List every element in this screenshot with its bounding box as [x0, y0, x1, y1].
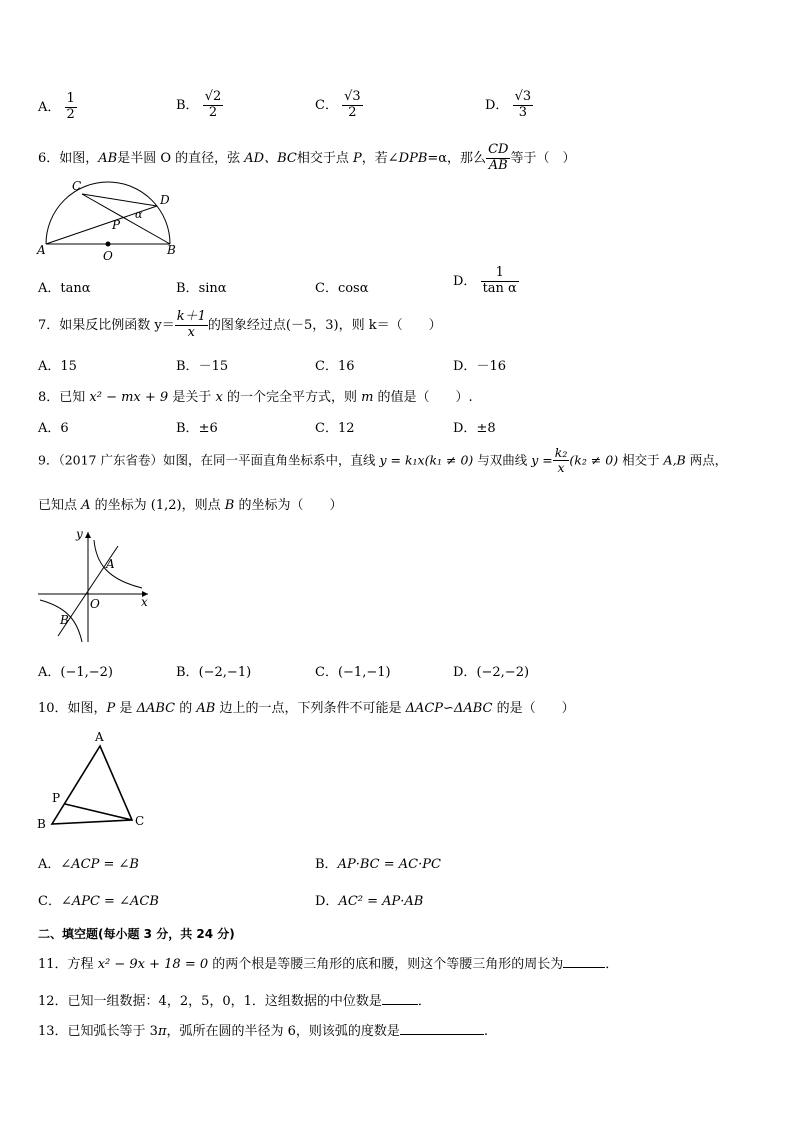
q13-stem: 13．已知弧长等于 3π，弧所在圆的半径为 6，则该弧的度数是 . [38, 1024, 489, 1039]
label-d: D [160, 193, 170, 207]
label-p: P [52, 791, 61, 805]
q6-semicircle-figure [36, 176, 186, 264]
label-x: x [141, 595, 148, 609]
q7-stem: 7．如果反比例函数 y＝ $\frac{k+1}{x}$ 的图象经过点(－5，3)，则 k＝（ ） [38, 309, 442, 340]
fraction: $\frac{k+1}{x}$ [176, 309, 206, 340]
q8-option-b: B．±6 [176, 421, 218, 436]
label-alpha: α [135, 208, 143, 221]
q9-option-a: A．(−1,−2) [38, 665, 113, 680]
segment-pc [65, 804, 132, 820]
q5-option-a: A． $\frac{1}{2}$ [38, 91, 75, 122]
q6-stem: 6．如图，AB是半圆 O 的直径，弦 AD、BC相交于点 P，若∠DPB=α，那么 $\frac{CD}{AB}$ 等于（ ） [38, 142, 576, 173]
q7-option-c: C．16 [315, 359, 355, 374]
semicircle-arc [46, 182, 170, 244]
fraction: $\frac{√2}{2}$ [204, 89, 222, 120]
q9-stem-line2: 已知点 A 的坐标为 (1,2)，则点 B 的坐标为（ ） [38, 498, 343, 513]
q5-option-c: C． $\frac{√3}{2}$ [315, 89, 361, 120]
q5-option-b: B． $\frac{√2}{2}$ [176, 89, 222, 120]
q8-option-d: D．±8 [453, 421, 496, 436]
q9-option-b: B．(−2,−1) [176, 665, 252, 680]
q6-option-b: B．sinα [176, 281, 227, 296]
answer-blank[interactable] [563, 955, 605, 968]
q8-stem: 8．已知 x² − mx + 9 是关于 x 的一个完全平方式，则 m 的值是（ ）. [38, 390, 473, 405]
hyperbola-branch-1 [94, 540, 142, 588]
q9-stem-line1: 9．（2017 广东省卷）如图，在同一平面直角坐标系中，直线 y = k₁x(k₁ ≠ 0) 与双曲线 y = $\frac{\text{k₂}}{x}$ (k₂ ≠ 0) 相交于 A,B 两点， [38, 445, 728, 476]
q9-coordinate-figure [36, 524, 156, 644]
answer-blank[interactable] [382, 992, 418, 1005]
label-c: C [72, 179, 82, 193]
section-heading-fill-in-blank: 二、填空题(每小题 3 分，共 24 分) [38, 927, 235, 941]
q10-triangle-figure [34, 728, 154, 838]
q7-option-d: D．－16 [453, 359, 506, 374]
y-axis-arrow [85, 532, 91, 538]
q12-stem: 12．已知一组数据：4，2，5，0，1．这组数据的中位数是 ． [38, 994, 431, 1009]
label-a: A [37, 243, 46, 257]
q7-option-b: B．－15 [176, 359, 229, 374]
label-b: B [37, 817, 46, 831]
fraction: $\frac{\text{k₂}}{x}$ [554, 445, 568, 476]
fraction: $\frac{√3}{3}$ [514, 89, 532, 120]
q8-option-a: A．6 [38, 421, 69, 436]
q6-option-d: D． $\frac{1}{\text{tan α}}$ [453, 265, 517, 296]
fraction: $\frac{1}{2}$ [66, 91, 75, 122]
q10-option-a: A．∠ACP = ∠B [38, 857, 139, 872]
q6-option-a: A．tanα [38, 281, 91, 296]
q9-option-c: C．(−1,−1) [315, 665, 391, 680]
q10-stem: 10．如图，P 是 ΔABC 的 AB 边上的一点，下列条件不可能是 ΔACP∽ΔABC 的是（ ） [38, 701, 575, 716]
label-o: O [90, 597, 100, 611]
label-b: B [60, 613, 69, 627]
q10-option-d: D．AC² = AP·AB [315, 894, 424, 909]
fraction: $\frac{CD}{AB}$ [488, 142, 509, 173]
q11-stem: 11．方程 x² − 9x + 18 = 0 的两个根是等腰三角形的底和腰，则这个等腰三角形的周长为 ． [38, 957, 619, 972]
label-y: y [76, 527, 83, 541]
q7-option-a: A．15 [38, 359, 77, 374]
q10-option-b: B．AP·BC = AC·PC [315, 857, 441, 872]
q6-option-c: C．cosα [315, 281, 369, 296]
q10-option-c: C．∠APC = ∠ACB [38, 894, 159, 909]
q9-option-d: D．(−2,−2) [453, 665, 530, 680]
label-a: A [95, 730, 104, 744]
label-p: P [112, 218, 121, 232]
q5-option-d: D． $\frac{√3}{3}$ [485, 89, 532, 120]
fraction: $\frac{1}{\text{tan α}}$ [482, 265, 517, 296]
label-b: B [167, 243, 176, 257]
center-point-o [106, 242, 111, 247]
label-c: C [135, 814, 145, 828]
answer-blank[interactable] [400, 1022, 484, 1035]
label-o: O [103, 249, 113, 263]
fraction: $\frac{√3}{2}$ [344, 89, 361, 120]
label-a: A [106, 557, 115, 571]
triangle-abc [52, 746, 132, 824]
q8-option-c: C．12 [315, 421, 355, 436]
